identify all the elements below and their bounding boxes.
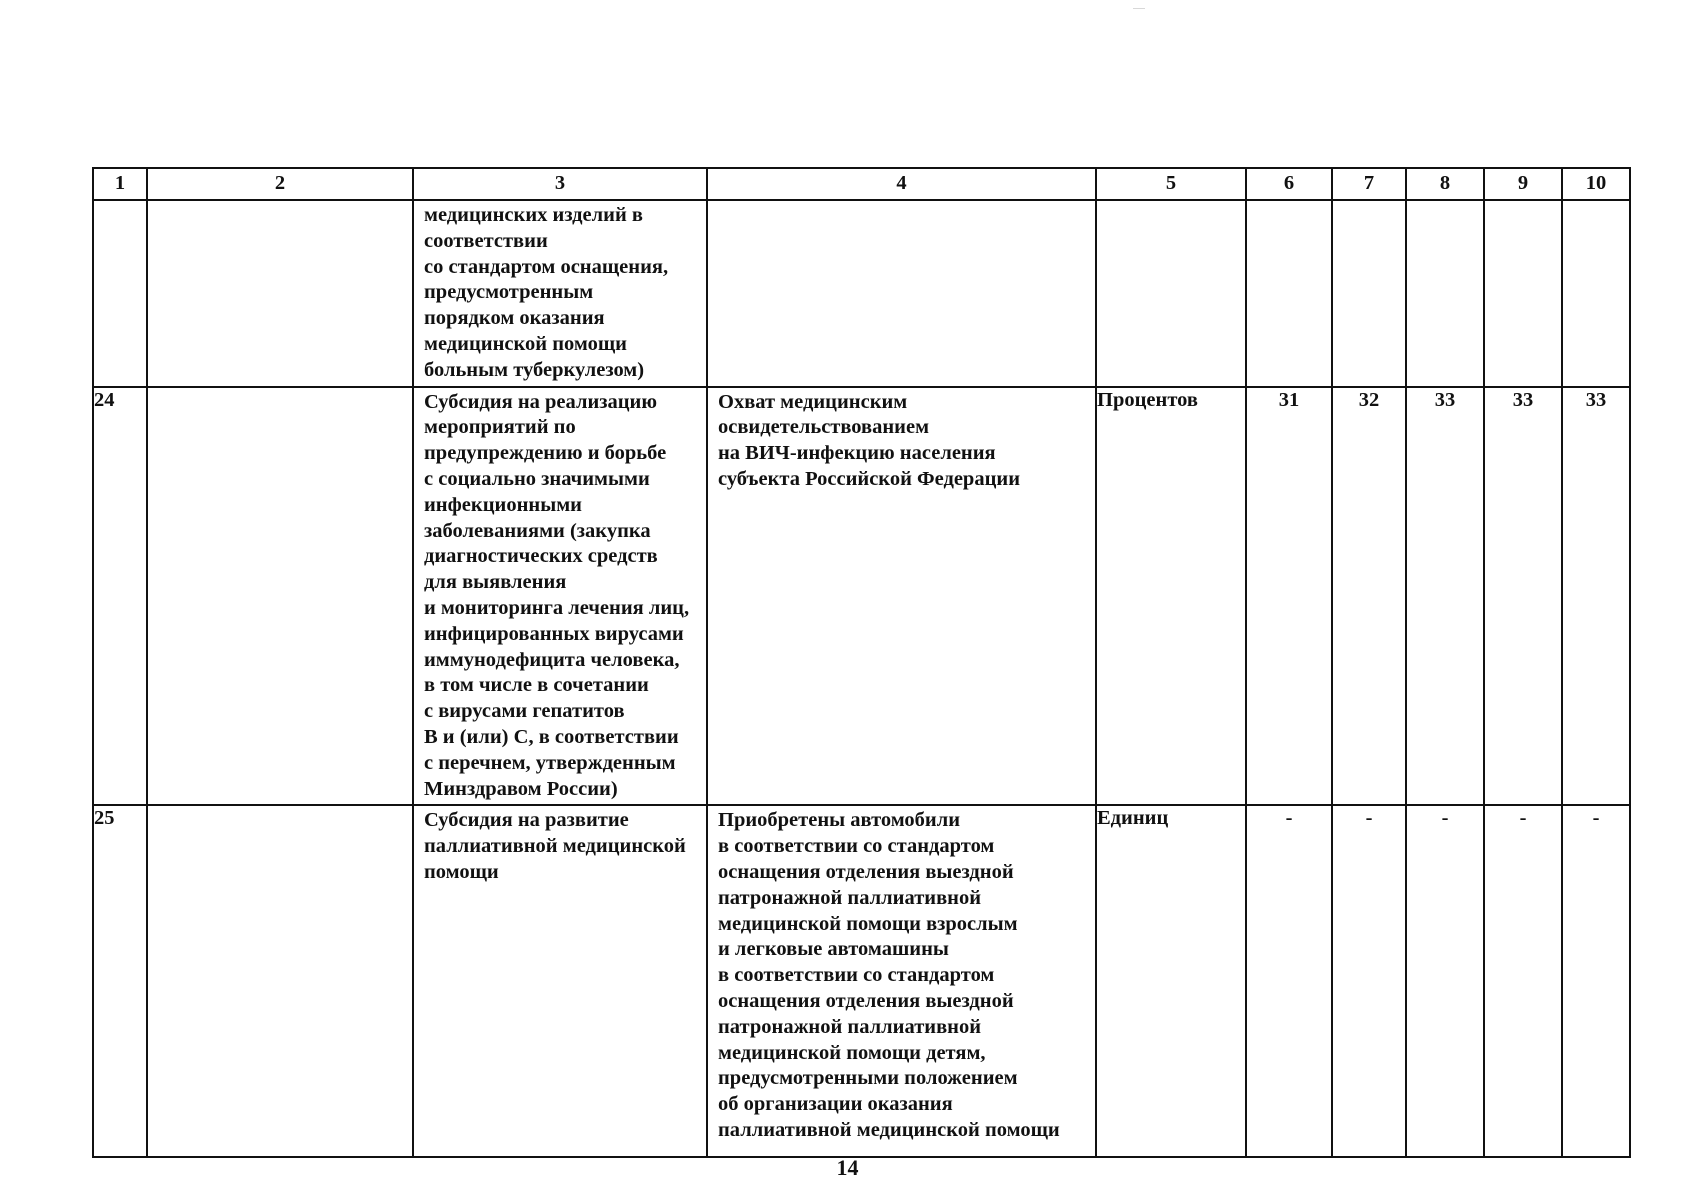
subsidy-text: Субсидия на развитие паллиативной медицинской помощи <box>424 809 686 883</box>
merged-empty-cell <box>147 805 413 1157</box>
indicator-cell <box>707 200 1096 387</box>
subsidy-name-cell <box>413 387 707 806</box>
table-row <box>93 387 1630 806</box>
column-header: 7 <box>1332 168 1406 200</box>
column-header: 1 <box>93 168 147 200</box>
merged-empty-cell <box>147 387 413 806</box>
column-header: 3 <box>413 168 707 200</box>
column-header: 9 <box>1484 168 1562 200</box>
scan-artifact <box>1133 8 1145 9</box>
value-cell: - <box>1484 805 1562 1157</box>
value-cell: 32 <box>1332 387 1406 806</box>
value-cell: 33 <box>1562 387 1630 806</box>
value-cell: - <box>1332 805 1406 1157</box>
indicator-cell <box>707 805 1096 1157</box>
value-cell <box>1484 200 1562 387</box>
indicator-text: Охват медицинским освидетельствованием на ВИЧ-инфекцию населения субъекта Российской Федерации <box>718 390 1021 490</box>
value-cell <box>1246 200 1332 387</box>
subsidy-text: Субсидия на реализацию мероприятий по предупреждению и борьбе с социально значимыми инфекционными заболеваниями (закупка диагностических средств для выявления и мониторинга лечения лиц, инфицированных вирусами иммунодефицита человека, в том числе в сочетании с вирусами гепатитов B и (или) C, в соответствии с перечнем, утвержденным Минздравом России) <box>424 390 690 800</box>
row-number-cell <box>93 200 147 387</box>
value-cell: 33 <box>1484 387 1562 806</box>
indicator-text <box>708 201 1095 205</box>
subsidy-name-cell <box>413 805 707 1157</box>
value-cell <box>1562 200 1630 387</box>
indicator-cell <box>707 387 1096 806</box>
unit-cell <box>1096 200 1246 387</box>
column-header: 4 <box>707 168 1096 200</box>
indicator-text: Приобретены автомобили в соответствии со стандартом оснащения отделения выездной патронажной паллиативной медицинской помощи взрослым и легковые автомашины в соответствии со стандартом оснащения отделения выездной патронажной паллиативной медицинской помощи детям, предусмотренными положением об организации оказания паллиативной медицинской помощи <box>718 809 1060 1141</box>
subsidy-name-cell <box>413 200 707 387</box>
document-table-container <box>92 167 1631 1158</box>
merged-empty-cell <box>147 200 413 387</box>
column-header: 2 <box>147 168 413 200</box>
row-number-cell: 24 <box>93 387 147 806</box>
page-number: 14 <box>836 1155 859 1180</box>
column-header: 5 <box>1096 168 1246 200</box>
value-cell: - <box>1246 805 1332 1157</box>
table-row <box>93 805 1630 1157</box>
table-row <box>93 200 1630 387</box>
column-header: 8 <box>1406 168 1484 200</box>
value-cell: - <box>1406 805 1484 1157</box>
value-cell <box>1406 200 1484 387</box>
column-header: 10 <box>1562 168 1630 200</box>
indicators-table <box>92 167 1631 1158</box>
subsidy-text: медицинских изделий в соответствии со стандартом оснащения, предусмотренным порядком оказания медицинской помощи больным туберкулезом) <box>424 204 669 381</box>
value-cell: 33 <box>1406 387 1484 806</box>
column-number-header-row <box>93 168 1630 200</box>
unit-cell: Процентов <box>1096 387 1246 806</box>
value-cell: - <box>1562 805 1630 1157</box>
value-cell: 31 <box>1246 387 1332 806</box>
column-header: 6 <box>1246 168 1332 200</box>
row-number-cell: 25 <box>93 805 147 1157</box>
unit-cell: Единиц <box>1096 805 1246 1157</box>
value-cell <box>1332 200 1406 387</box>
